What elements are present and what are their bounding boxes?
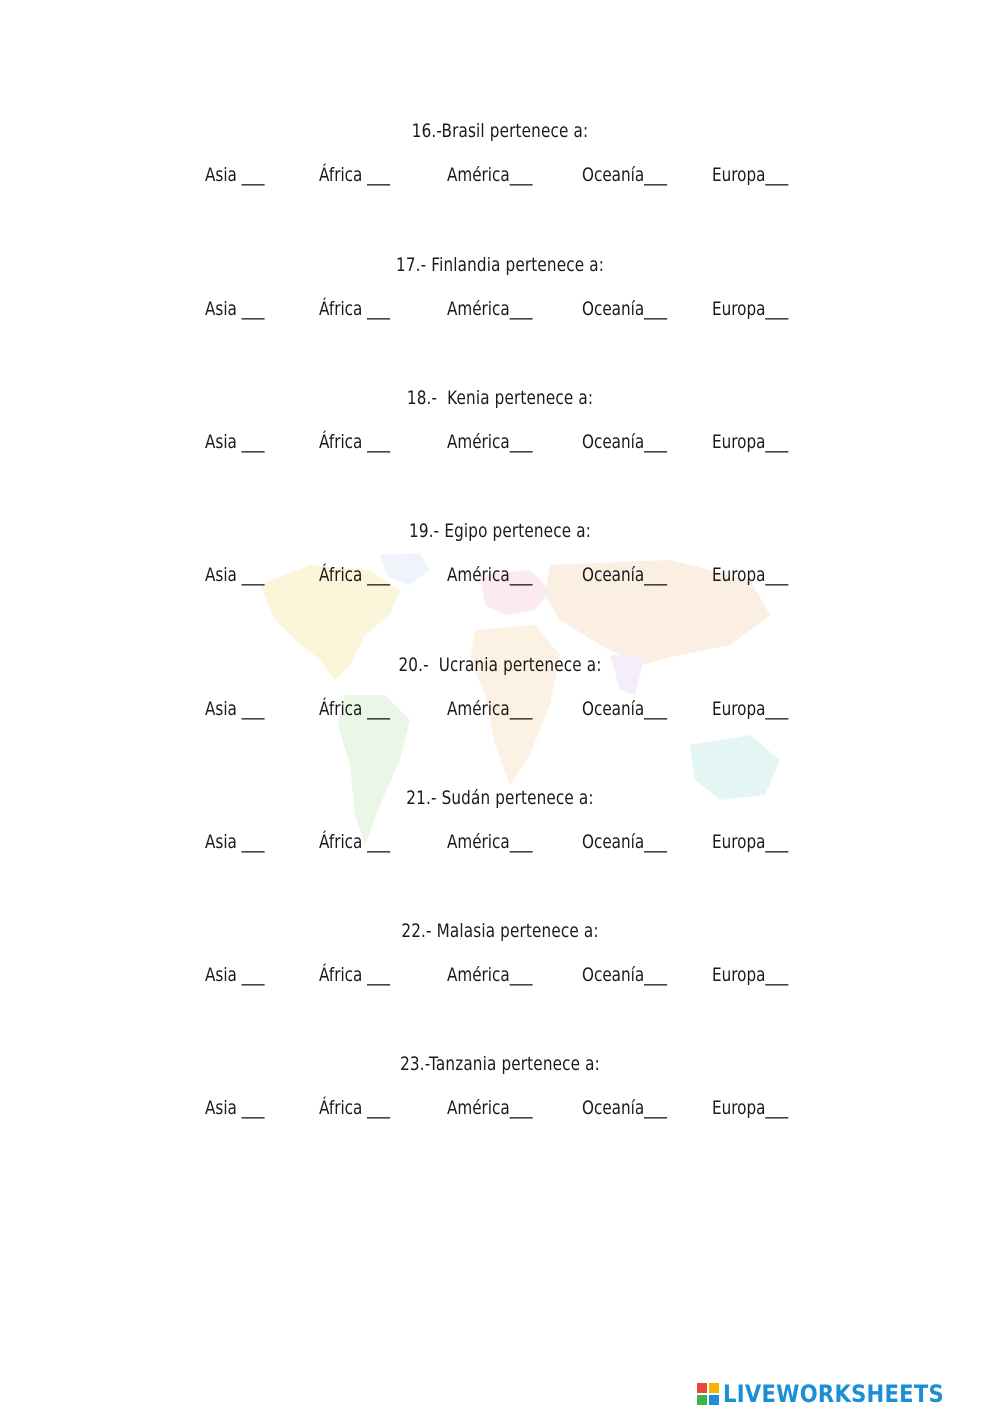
option-europa[interactable]: Europa___ [712,831,789,853]
option-america[interactable]: América___ [447,831,533,853]
logo-tiles-icon [697,1383,721,1405]
option-america[interactable]: América___ [447,698,533,720]
option-oceania[interactable]: Oceanía___ [582,964,667,986]
option-asia[interactable]: Asia ___ [205,831,265,853]
question-title: 18.- Kenia pertenece a: [406,387,594,409]
option-asia[interactable]: Asia ___ [205,698,265,720]
option-europa[interactable]: Europa___ [712,164,789,186]
option-oceania[interactable]: Oceanía___ [582,831,667,853]
option-asia[interactable]: Asia ___ [205,564,265,586]
option-europa[interactable]: Europa___ [712,431,789,453]
option-asia[interactable]: Asia ___ [205,1097,265,1119]
option-oceania[interactable]: Oceanía___ [582,564,667,586]
option-oceania[interactable]: Oceanía___ [582,698,667,720]
question-title: 21.- Sudán pertenece a: [406,787,594,809]
option-africa[interactable]: África ___ [319,698,390,720]
option-america[interactable]: América___ [447,964,533,986]
logo-tile-red [697,1383,707,1393]
option-europa[interactable]: Europa___ [712,564,789,586]
question-title: 16.-Brasil pertenece a: [411,120,589,142]
question-title: 20.- Ucrania pertenece a: [398,654,602,676]
option-africa[interactable]: África ___ [319,298,390,320]
liveworksheets-logo[interactable] [697,1380,997,1410]
option-europa[interactable]: Europa___ [712,964,789,986]
option-europa[interactable]: Europa___ [712,298,789,320]
option-asia[interactable]: Asia ___ [205,164,265,186]
option-america[interactable]: América___ [447,1097,533,1119]
option-america[interactable]: América___ [447,564,533,586]
option-europa[interactable]: Europa___ [712,1097,789,1119]
logo-text: LIVEWORKSHEETS [723,1380,945,1408]
question-title: 23.-Tanzania pertenece a: [400,1053,600,1075]
question-title: 19.- Egipo pertenece a: [409,520,591,542]
option-oceania[interactable]: Oceanía___ [582,431,667,453]
logo-tile-yellow [709,1383,719,1393]
option-africa[interactable]: África ___ [319,564,390,586]
option-oceania[interactable]: Oceanía___ [582,164,667,186]
option-oceania[interactable]: Oceanía___ [582,1097,667,1119]
question-title: 17.- Finlandia pertenece a: [395,254,605,276]
option-europa[interactable]: Europa___ [712,698,789,720]
option-asia[interactable]: Asia ___ [205,964,265,986]
logo-tile-green [697,1395,707,1405]
option-africa[interactable]: África ___ [319,964,390,986]
option-africa[interactable]: África ___ [319,1097,390,1119]
option-asia[interactable]: Asia ___ [205,298,265,320]
question-title: 22.- Malasia pertenece a: [401,920,599,942]
logo-tile-blue [709,1395,719,1405]
option-america[interactable]: América___ [447,164,533,186]
option-oceania[interactable]: Oceanía___ [582,298,667,320]
option-africa[interactable]: África ___ [319,164,390,186]
option-africa[interactable]: África ___ [319,431,390,453]
option-africa[interactable]: África ___ [319,831,390,853]
option-america[interactable]: América___ [447,431,533,453]
option-america[interactable]: América___ [447,298,533,320]
option-asia[interactable]: Asia ___ [205,431,265,453]
